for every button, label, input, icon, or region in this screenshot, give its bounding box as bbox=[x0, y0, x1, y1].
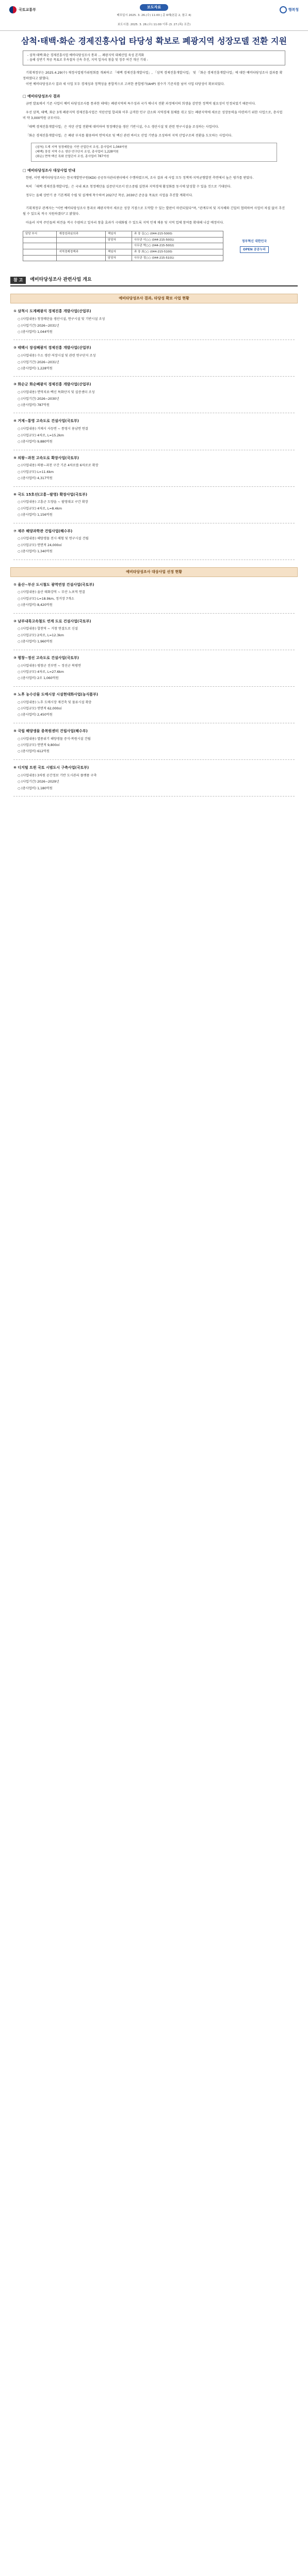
project-summary-box bbox=[31, 143, 277, 162]
reference-header bbox=[10, 277, 298, 286]
project-detail: ○ (사업내용) 거제시 사등면 ~ 통영시 용남면 연결 bbox=[18, 427, 88, 431]
contact-cell: 담당 부서 bbox=[23, 231, 57, 238]
project-detail: ○ (총사업비) 1,156억원 bbox=[18, 513, 53, 517]
project-heading: ⑤ 의왕~과천 고속도로 확장사업(국토부) bbox=[13, 455, 79, 460]
org-right: 행복청 bbox=[288, 7, 299, 12]
agency-logo bbox=[280, 6, 299, 13]
project-detail: ○ (총사업비) 612억원 bbox=[18, 750, 50, 754]
summary-box bbox=[23, 50, 285, 65]
project-summary-line: (삼척) 도계 지역 청정메탄올 기반 산업단지 조성, 총사업비 1,044억원 bbox=[36, 145, 127, 149]
project-detail: ○ (사업규모) 4차로, L=27.6km bbox=[18, 670, 64, 674]
project-detail: ○ (사업규모) 연면적 9,800㎡ bbox=[18, 743, 60, 748]
project-detail: ○ (총사업비) 1,228억원 bbox=[18, 366, 53, 370]
project-detail: ○ (총사업비) 4,317억원 bbox=[18, 477, 53, 481]
contact-cell bbox=[57, 237, 105, 243]
government-innovation-logo: 정부혁신 대한민국 bbox=[241, 240, 267, 244]
contact-side bbox=[223, 231, 285, 261]
project-detail: ○ (사업규모) 4차로, L=8.4km bbox=[18, 506, 62, 511]
contact-cell: 지역경제정책과 bbox=[57, 249, 105, 255]
reference-band: 예비타당성조사 결과, 타당성 확보 사업 현황 bbox=[10, 294, 298, 303]
contact-row bbox=[23, 243, 223, 249]
project-heading: ① 울산~부산 도시철도 광역연장 건설사업(국토부) bbox=[13, 582, 94, 587]
contact-row bbox=[23, 255, 223, 261]
project-detail: ○ (총사업비) 1,340억원 bbox=[18, 550, 53, 554]
project-group-list bbox=[0, 582, 308, 796]
header-center bbox=[0, 4, 308, 18]
project-heading: ③ 화순군 화순폐광지 경제진흥 개발사업(산업부) bbox=[13, 382, 91, 387]
project-detail: ○ (총사업비) 1,960억원 bbox=[18, 640, 53, 644]
contact-row bbox=[23, 237, 223, 243]
project-detail: ○ (총사업비) 787억원 bbox=[18, 403, 50, 408]
open-license-badge: OPEN 공공누리 bbox=[240, 246, 269, 253]
contact-cell: 과 장 최○○ (044-215-5100) bbox=[132, 249, 223, 255]
contact-cell: 재정성과심의과 bbox=[57, 231, 105, 238]
contact-cell bbox=[57, 243, 105, 249]
project-detail: ○ (사업규모) 연면적 24,000㎡ bbox=[18, 543, 62, 547]
contact-cell: 과 장 김○○ (044-215-5000) bbox=[132, 231, 223, 238]
contact-cell: 책임자 bbox=[105, 249, 132, 255]
project-heading: ⑤ 국립 해양생물 종복원센터 건립사업(해수부) bbox=[13, 728, 88, 733]
contact-section bbox=[23, 231, 285, 261]
body-paragraph: 이번 예비타당성조사 결과 세 사업 모두 경제성과 정책성을 종합적으로 고려한 종합평가(AHP) 점수가 기준치를 넘어 사업 타당성이 확보되었다. bbox=[26, 82, 225, 86]
project-detail: ○ (총사업비) 9,880억원 bbox=[18, 440, 53, 444]
contact-cell bbox=[57, 255, 105, 261]
agency-mark-icon bbox=[280, 6, 287, 13]
project-detail: ○ (사업내용) 의왕~과천 구간 기존 4차로를 6차로로 확장 bbox=[18, 464, 99, 468]
project-detail: ○ (사업내용) 수소 생산·저장시설 및 관련 연구단지 조성 bbox=[18, 354, 96, 358]
project-detail: ○ (사업내용) 평창군 진부면 ~ 정선군 북평면 bbox=[18, 664, 81, 668]
summary-line: - 삼척·태백·화순 경제진흥사업 예비타당성조사 통과 … 폐광지역 대체산업 육성 본격화 bbox=[27, 53, 144, 57]
org-left: 국토교통부 bbox=[19, 7, 36, 12]
body-paragraph: 우선 삼척, 태백, 화순 3개 폐광지역 경제진흥사업은 석탄산업 합리화 이후 급격한 인구 감소와 지역경제 침체를 겪고 있는 폐광지역에 새로운 성장동력을 마련하기 위한 사업으로, 총사업비 약 3,000억원 규모이다. bbox=[23, 111, 283, 121]
project-heading: ② 남부내륙고속철도 연계 도로 건설사업(국토부) bbox=[13, 619, 91, 623]
divider bbox=[13, 486, 295, 487]
contact-cell: 사무관 이○○ (044-215-5001) bbox=[132, 237, 223, 243]
contact-cell bbox=[23, 237, 57, 243]
project-heading: ⑥ 국도 15호선(고흥~팔영) 확장사업(국토부) bbox=[13, 492, 88, 497]
closing-paragraph: 기획재정부 관계자는 "이번 예비타당성조사 통과로 폐광지역이 새로운 성장 거점으로 도약할 수 있는 발판이 마련되었다"며, "관계부처 및 지자체와 긴밀히 협력하여 사업이 차질 없이 추진될 수 있도록 적극 지원하겠다"고 밝혔다. bbox=[23, 206, 285, 216]
project-detail: ○ (사업규모) L=11.6km bbox=[18, 470, 54, 474]
project-detail: ○ (사업기간) 2026~2030년 bbox=[18, 397, 59, 401]
closing-paragraph: 아울러 지역 주민들의 의견을 적극 수렴하고 일자리 창출 효과가 극대화될 수 있도록 지역 인재 채용 및 지역 업체 참여를 확대해 나갈 예정이다. bbox=[26, 221, 224, 225]
project-detail: ○ (사업내용) 고흥군 도양읍 ~ 팔영대교 구간 확장 bbox=[18, 500, 88, 504]
project-group-list bbox=[0, 309, 308, 560]
header bbox=[0, 0, 308, 31]
divider bbox=[13, 759, 295, 760]
project-heading: ④ 거제~통영 고속도로 건설사업(국토부) bbox=[13, 419, 79, 423]
contact-cell: 담당자 bbox=[105, 237, 132, 243]
contact-cell bbox=[23, 243, 57, 249]
contact-cell bbox=[23, 255, 57, 261]
summary-line: - 올해 상반기 착공 목표로 후속절차 신속 추진, 지역 일자리 창출 및 정주 여건 개선 기대 - bbox=[27, 58, 148, 62]
project-detail: ○ (사업내용) 멸종위기 해양생물 증식·복원시설 건립 bbox=[18, 737, 91, 741]
project-detail: ○ (사업내용) 울산 태화강역 ~ 부산 노포역 연결 bbox=[18, 590, 85, 595]
project-detail: ○ (사업내용) 합천역 ~ 거창 연결도로 신설 bbox=[18, 627, 78, 631]
project-detail: ○ (사업내용) 노후 도매시장 재건축 및 물류시설 확충 bbox=[18, 700, 92, 704]
reference-title: 예비타당성조사 관련사업 개요 bbox=[30, 277, 92, 283]
divider bbox=[13, 613, 295, 614]
reference-band: 예비타당성조사 대상사업 선정 현황 bbox=[10, 567, 298, 577]
project-detail: ○ (사업규모) 2차로, L=12.3km bbox=[18, 633, 64, 637]
project-heading: ⑦ 제주 해양과학관 건립사업(해수부) bbox=[13, 529, 73, 533]
project-detail: ○ (총사업비) 1,180억원 bbox=[18, 786, 53, 790]
contact-cell: 사무관 박○○ (044-215-5002) bbox=[132, 243, 223, 249]
divider bbox=[13, 686, 295, 687]
project-detail: ○ (총사업비) 1,044억원 bbox=[18, 330, 53, 334]
contact-cell: 책임자 bbox=[105, 231, 132, 238]
body-paragraph: 한편, 이번 예비타당성조사는 한국개발연구원(KDI) 공공투자관리센터에서 수행하였으며, 조사 결과 세 사업 모두 정책적·지역균형발전 측면에서 높은 평가를 받았다. bbox=[26, 176, 254, 180]
contact-cell: 담당자 bbox=[105, 255, 132, 261]
project-detail: ○ (사업규모) 연면적 62,000㎡ bbox=[18, 706, 62, 710]
project-detail: ○ (사업기간) 2026~2029년 bbox=[18, 780, 59, 784]
contact-cell bbox=[23, 249, 57, 255]
project-heading: ② 태백시 장성폐광지 경제진흥 개발사업(산업부) bbox=[13, 346, 91, 350]
section-heading: □ 예비타당성조사 대상사업 안내 bbox=[23, 168, 75, 173]
project-detail: ○ (사업기간) 2026~2031년 bbox=[18, 324, 59, 328]
divider bbox=[13, 376, 295, 377]
body-paragraph: 정부는 올해 상반기 중 기본계획 수립 및 설계에 착수하여 2027년 착공, 2030년 준공을 목표로 사업을 추진할 계획이다. bbox=[26, 194, 193, 198]
body-paragraph: 특히 「태백 경제진흥개발사업」은 국내 최초 청정메탄올 실증단지로서 탄소중립 실현과 지역경제 활성화를 동시에 달성할 수 있을 것으로 기대된다. bbox=[26, 185, 232, 189]
header-meta: 배포일시 2025. 3. 26.(수) 11:00 | 총 6매(본문 2, 참고 4) bbox=[117, 13, 191, 17]
project-heading: ① 삼척시 도계폐광지 경제진흥 개발사업(산업부) bbox=[13, 309, 91, 314]
body-paragraph: 「화순 경제진흥개발사업」은 폐광 부지를 활용하여 면역치료 및 백신 관련 바이오 산업 기반을 조성하여 지역 산업구조의 전환을 도모하는 사업이다. bbox=[26, 133, 233, 138]
project-summary-line: (태백) 장성 지역 수소 생산·연구단지 조성, 총사업비 1,228억원 bbox=[36, 150, 119, 154]
project-heading: ④ 노후 농수산물 도매시장 시설현대화사업(농식품부) bbox=[13, 692, 99, 697]
project-detail: ○ (총사업비) 2조 1,060억원 bbox=[18, 676, 59, 681]
page-title: 삼척·태백·화순 경제진흥사업 타당성 확보로 폐광지역 성장모델 전환 지원 bbox=[21, 36, 287, 46]
reference-tag: 참 고 bbox=[10, 277, 26, 284]
section-heading: □ 예비타당성조사 결과 bbox=[23, 94, 60, 98]
body-paragraph: 기획재정부는 2025.4.29(수) 재정사업평가위원회를 개최하고 「태백 경제진흥개발사업」, 「삼척 경제진흥개발사업」 및 「화순 경제진흥개발사업」에 대한 예비타당성조사 결과를 확정하였다고 밝혔다. bbox=[23, 71, 283, 80]
contact-cell bbox=[105, 243, 132, 249]
project-detail: ○ (사업내용) 면역치료·백신 특화단지 및 실증센터 조성 bbox=[18, 391, 95, 395]
project-summary-line: (화순) 면역·백신 특화 산업단지 조성, 총사업비 787억원 bbox=[36, 155, 109, 158]
project-detail: ○ (사업내용) 해양생물 전시·체험 및 연구시설 건립 bbox=[18, 537, 89, 541]
embargo-line: 보도시점: 2025. 3. 26.(수) 11:00 이후 (3. 27.(목) 조간) bbox=[117, 23, 191, 26]
project-heading: ③ 평창~정선 고속도로 건설사업(국토부) bbox=[13, 655, 79, 660]
project-detail: ○ (총사업비) 2,450억원 bbox=[18, 713, 53, 717]
body-paragraph: 금번 발표에서 기존 사업이 예비 타당성조사를 통과한 데에는 폐광지역의 특수성과 국가 에너지 전환 과정에서의 희생을 감안한 정책적 필요성이 인정되었기 때문이다. bbox=[26, 102, 256, 106]
press-release-badge: 보도자료 bbox=[140, 4, 168, 11]
contact-row bbox=[23, 231, 223, 238]
contact-table bbox=[23, 231, 223, 261]
body-paragraph: 「태백 경제진흥개발사업」은 석탄 산업 전환에 대비하여 청정메탄올 생산 기반시설, 수소 생산시설 및 관련 연구시설을 조성하는 사업이다. bbox=[26, 125, 219, 129]
project-detail: ○ (사업규모) L=18.9km, 정거장 7개소 bbox=[18, 597, 74, 601]
contact-cell: 사무관 정○○ (044-215-5101) bbox=[132, 255, 223, 261]
contact-row bbox=[23, 249, 223, 255]
project-detail: ○ (총사업비) 8,420억원 bbox=[18, 603, 53, 607]
project-detail: ○ (사업규모) 4차로, L=15.2km bbox=[18, 433, 64, 437]
project-heading: ⑥ 디지털 트윈 국토 시범도시 구축사업(국토부) bbox=[13, 765, 89, 770]
project-detail: ○ (사업내용) 3차원 공간정보 기반 도시관리 플랫폼 구축 bbox=[18, 773, 97, 777]
project-detail: ○ (사업기간) 2026~2031년 bbox=[18, 360, 59, 364]
project-detail: ○ (사업내용) 청정메탄올 생산시설, 연구시설 및 기반시설 조성 bbox=[18, 317, 105, 321]
